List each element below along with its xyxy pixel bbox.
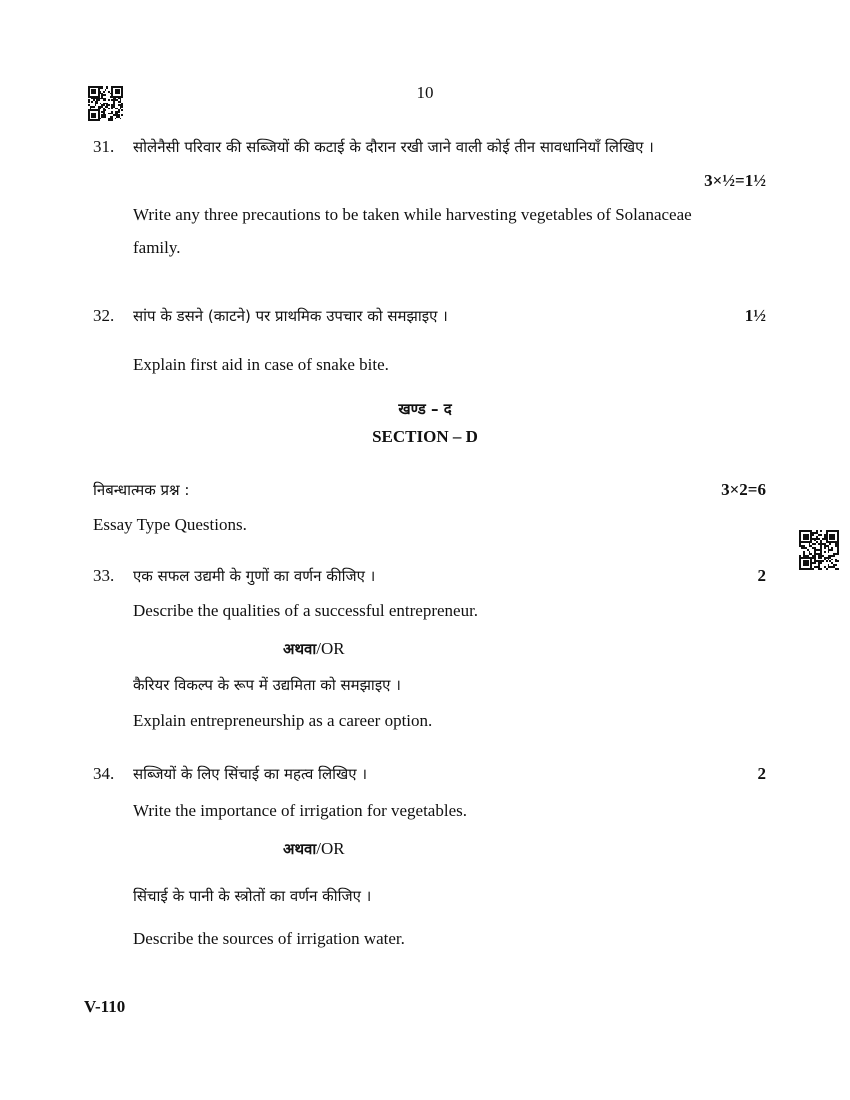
question-31-hindi: सोलेनैसी परिवार की सब्जियों की कटाई के दौरान रखी जाने वाली कोई तीन सावधानियाँ लिखिए । [133, 138, 654, 156]
or-hindi: अथवा [283, 840, 317, 858]
or-hindi: अथवा [283, 640, 317, 658]
question-33-hindi: एक सफल उद्यमी के गुणों का वर्णन कीजिए । [133, 567, 376, 585]
or-english: /OR [316, 639, 345, 658]
qr-code-icon [799, 530, 839, 570]
question-32-english: Explain first aid in case of snake bite. [133, 355, 389, 374]
page-number: 10 [416, 83, 434, 102]
question-32-number: 32. [93, 306, 115, 325]
or-english: /OR [316, 839, 345, 858]
question-31-number: 31. [93, 137, 115, 156]
question-34-hindi: सब्जियों के लिए सिंचाई का महत्व लिखिए । [133, 765, 368, 783]
question-31-english-line1: Write any three precautions to be taken while harvesting vegetables of Solanaceae [133, 205, 692, 224]
question-32-marks: 1½ [744, 306, 766, 325]
question-33-or [283, 638, 345, 660]
question-34-alt-hindi: सिंचाई के पानी के स्त्रोतों का वर्णन कीजिए । [133, 887, 372, 905]
question-34-or [283, 838, 345, 860]
question-34-marks: 2 [757, 764, 766, 783]
section-title-english: SECTION – D [372, 427, 478, 446]
question-33-marks: 2 [757, 566, 766, 585]
question-33-english: Describe the qualities of a successful entrepreneur. [133, 601, 479, 620]
section-title-hindi: खण्ड – द [398, 400, 452, 418]
section-type-marks: 3×2=6 [721, 480, 766, 499]
question-31-english-line2: family. [133, 238, 181, 257]
section-type-english: Essay Type Questions. [93, 515, 247, 534]
question-34-number: 34. [93, 764, 115, 783]
question-32-hindi: सांप के डसने (काटने) पर प्राथमिक उपचार को समझाइए । [133, 307, 448, 325]
paper-code: V-110 [84, 997, 126, 1016]
question-33-alt-english: Explain entrepreneurship as a career option. [133, 711, 433, 730]
question-33-number: 33. [93, 566, 115, 585]
section-type-hindi: निबन्धात्मक प्रश्न : [93, 481, 190, 499]
question-34-alt-english: Describe the sources of irrigation water. [133, 929, 405, 948]
question-34-english: Write the importance of irrigation for vegetables. [133, 801, 467, 820]
question-33-alt-hindi: कैरियर विकल्प के रूप में उद्यमिता को समझाइए । [133, 676, 401, 694]
question-31-marks: 3×½=1½ [704, 171, 766, 190]
